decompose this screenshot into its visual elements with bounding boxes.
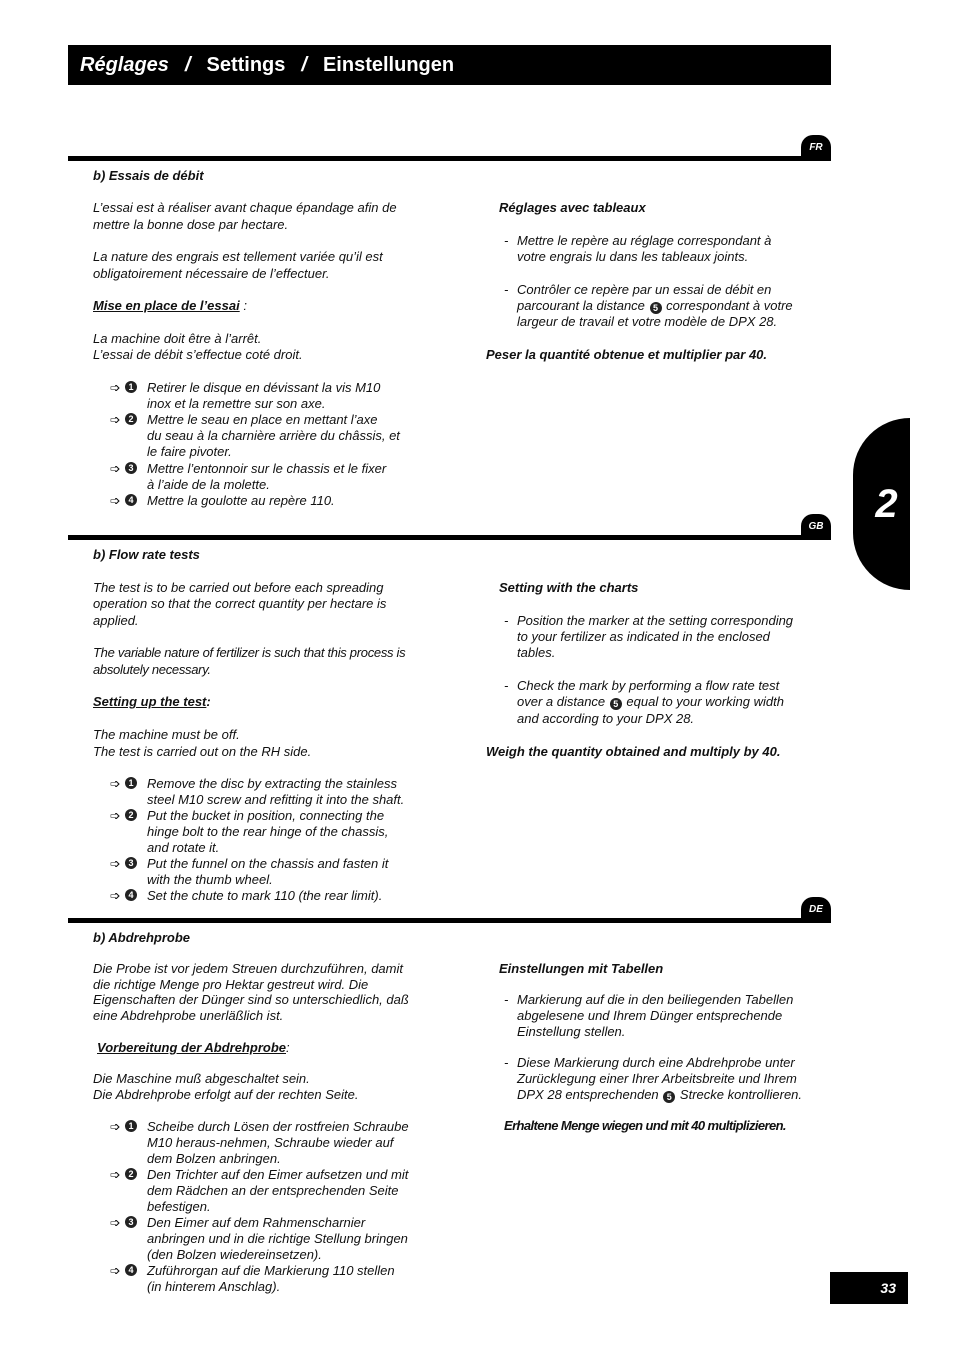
- bullet-dash: -: [504, 1055, 509, 1070]
- fr-step-1-line: inox et la remettre sur son axe.: [147, 396, 326, 411]
- de-charts-title: Einstellungen mit Tabellen: [499, 961, 664, 976]
- gb-charts-line: to your fertilizer as indicated in the enclosed: [517, 629, 770, 644]
- step-number-4-icon: 4: [125, 494, 137, 506]
- gb-condition-line: The test is carried out on the RH side.: [93, 744, 312, 759]
- step-number-3-icon: 3: [125, 857, 137, 869]
- fr-step-1-line: Retirer le disque en dévissant la vis M10: [147, 380, 381, 395]
- fr-intro-line: obligatoirement nécessaire de l’effectuer.: [93, 266, 330, 281]
- gb-charts-title: Setting with the charts: [499, 580, 639, 595]
- step-arrow-icon: ➩: [110, 412, 121, 427]
- de-intro-line: Die Probe ist vor jedem Streuen durchzuführen, damit: [93, 961, 403, 976]
- bullet-dash: -: [504, 233, 509, 248]
- gb-step-1-line: steel M10 screw and refitting it into the shaft.: [147, 792, 405, 807]
- gb-charts-line: [517, 694, 784, 710]
- step-number-1-icon: 1: [125, 777, 137, 789]
- gb-distance-text: equal to your working width: [626, 694, 784, 709]
- section-divider-gb: [68, 535, 831, 540]
- fr-step-3-line: à l’aide de la molette.: [147, 477, 270, 492]
- fr-charts-line: largeur de travail et votre modèle de DPX 28.: [517, 314, 778, 329]
- header-title-en: Settings: [206, 53, 286, 76]
- gb-step-3-line: Put the funnel on the chassis and fasten it: [147, 856, 389, 871]
- fr-step-2-line: Mettre le seau en place en mettant l’axe: [147, 412, 378, 427]
- page-number: 33: [830, 1272, 908, 1304]
- step-arrow-icon: ➩: [110, 1215, 121, 1230]
- gb-charts-line: Check the mark by performing a flow rate test: [517, 678, 780, 693]
- gb-intro-line: The variable nature of fertilizer is such that this process is: [93, 645, 406, 660]
- header-title-de: Einstellungen: [322, 53, 455, 76]
- gb-charts-line: Position the marker at the setting corresponding: [517, 613, 794, 628]
- fr-step-2-line: le faire pivoter.: [147, 444, 232, 459]
- chapter-tab: 2: [853, 418, 910, 590]
- de-heading: b) Abdrehprobe: [93, 930, 191, 945]
- bullet-dash: -: [504, 992, 509, 1007]
- de-charts-line: Zurücklegung einer Ihrer Arbeitsbreite und Ihrem: [517, 1071, 797, 1086]
- de-charts-line: abgelesene und Ihrem Dünger entsprechende: [517, 1008, 783, 1023]
- step-arrow-icon: ➩: [110, 1167, 121, 1182]
- de-step-3-line: (den Bolzen wiedereinsetzen).: [147, 1247, 322, 1262]
- gb-condition-line: The machine must be off.: [93, 727, 240, 742]
- fr-intro-line: L’essai est à réaliser avant chaque épandage afin de: [93, 200, 397, 215]
- step-arrow-icon: ➩: [110, 461, 121, 476]
- gb-intro-line: The test is to be carried out before each spreading: [93, 580, 384, 595]
- page-header-bar: [68, 45, 831, 85]
- gb-step-2-line: Put the bucket in position, connecting the: [147, 808, 385, 823]
- fr-step-2-line: du seau à la charnière arrière du châssis, et: [147, 428, 400, 443]
- step-number-3-icon: 3: [125, 462, 137, 474]
- gb-final-instruction: Weigh the quantity obtained and multiply by 40.: [486, 744, 781, 759]
- fr-distance-text: correspondant à votre: [666, 298, 793, 313]
- de-step-2-line: befestigen.: [147, 1199, 211, 1214]
- gb-charts-line: tables.: [517, 645, 556, 660]
- bullet-dash: -: [504, 678, 509, 693]
- lang-tab-de: DE: [801, 897, 831, 921]
- fr-step-4-line: Mettre la goulotte au repère 110.: [147, 493, 335, 508]
- step-number-4-icon: 4: [125, 889, 137, 901]
- gb-intro-line: absolutely necessary.: [93, 662, 211, 677]
- fr-charts-title: Réglages avec tableaux: [499, 200, 646, 215]
- de-step-1-line: Scheibe durch Lösen der rostfreien Schraube: [147, 1119, 409, 1134]
- fr-charts-line: Contrôler ce repère par un essai de débit en: [517, 282, 772, 297]
- de-setup-suffix: :: [286, 1040, 290, 1055]
- distance-ref-5-icon: 5: [663, 1091, 675, 1103]
- fr-condition-line: La machine doit être à l’arrêt.: [93, 331, 262, 346]
- fr-charts-line: votre engrais lu dans les tableaux joints.: [517, 249, 749, 264]
- fr-intro-line: La nature des engrais est tellement variée qu’il est: [93, 249, 383, 264]
- de-charts-line: [517, 1087, 802, 1103]
- de-step-1-line: dem Bolzen anbringen.: [147, 1151, 281, 1166]
- step-number-1-icon: 1: [125, 381, 137, 393]
- fr-intro-line: mettre la bonne dose par hectare.: [93, 217, 289, 232]
- step-number-2-icon: 2: [125, 1168, 137, 1180]
- fr-condition-line: L’essai de débit s’effectue coté droit.: [93, 347, 303, 362]
- bullet-dash: -: [504, 613, 509, 628]
- step-arrow-icon: ➩: [110, 1119, 121, 1134]
- gb-step-2-line: hinge bolt to the rear hinge of the chassis,: [147, 824, 389, 839]
- gb-step-3-line: with the thumb wheel.: [147, 872, 273, 887]
- de-step-4-line: (in hinterem Anschlag).: [147, 1279, 281, 1294]
- de-step-2-line: dem Rädchen an der entsprechenden Seite: [147, 1183, 399, 1198]
- fr-setup-suffix: :: [239, 298, 247, 313]
- de-condition-line: Die Abdrehprobe erfolgt auf der rechten Seite.: [93, 1087, 359, 1102]
- lang-tab-gb: GB: [801, 514, 831, 538]
- de-setup-title-text: Vorbereitung der Abdrehprobe: [97, 1040, 286, 1055]
- fr-final-instruction: Peser la quantité obtenue et multiplier par 40.: [486, 347, 768, 362]
- de-intro-line: die richtige Menge pro Hektar gestreut wird. Die: [93, 977, 369, 992]
- section-divider-fr: [68, 156, 831, 161]
- de-charts-line: Markierung auf die in den beiliegenden Tabellen: [517, 992, 794, 1007]
- de-condition-line: Die Maschine muß abgeschaltet sein.: [93, 1071, 310, 1086]
- de-step-4-line: Zuführorgan auf die Markierung 110 stellen: [147, 1263, 395, 1278]
- gb-intro-line: applied.: [93, 613, 139, 628]
- lang-tab-fr: FR: [801, 135, 831, 159]
- distance-ref-5-icon: 5: [610, 698, 622, 710]
- fr-distance-text: parcourant la distance: [517, 298, 645, 313]
- de-distance-text: DPX 28 entsprechenden: [517, 1087, 659, 1102]
- fr-setup-title: [93, 298, 247, 314]
- distance-ref-5-icon: 5: [650, 302, 662, 314]
- step-arrow-icon: ➩: [110, 493, 121, 508]
- step-number-1-icon: 1: [125, 1120, 137, 1132]
- step-arrow-icon: ➩: [110, 380, 121, 395]
- de-setup-title: [97, 1040, 290, 1056]
- step-arrow-icon: ➩: [110, 856, 121, 871]
- fr-charts-line: Mettre le repère au réglage correspondant à: [517, 233, 772, 248]
- fr-heading: b) Essais de débit: [93, 168, 204, 183]
- header-separator: /: [184, 53, 191, 76]
- de-intro-line: eine Abdrehprobe unerläßlich ist.: [93, 1008, 284, 1023]
- gb-setup-suffix: :: [206, 694, 211, 709]
- fr-step-3-line: Mettre l’entonnoir sur le chassis et le fixer: [147, 461, 387, 476]
- de-intro-line: Eigenschaften der Dünger sind so unterschiedlich, daß: [93, 992, 409, 1007]
- de-charts-line: Einstellung stellen.: [517, 1024, 626, 1039]
- de-charts-line: Diese Markierung durch eine Abdrehprobe unter: [517, 1055, 795, 1070]
- de-step-2-line: Den Trichter auf den Eimer aufsetzen und mit: [147, 1167, 409, 1182]
- step-arrow-icon: ➩: [110, 776, 121, 791]
- de-step-1-line: M10 heraus-nehmen, Schraube wieder auf: [147, 1135, 394, 1150]
- gb-step-2-line: and rotate it.: [147, 840, 220, 855]
- de-step-3-line: anbringen und in die richtige Stellung bringen: [147, 1231, 408, 1246]
- step-arrow-icon: ➩: [110, 808, 121, 823]
- step-number-2-icon: 2: [125, 413, 137, 425]
- step-number-2-icon: 2: [125, 809, 137, 821]
- gb-setup-title-text: Setting up the test: [93, 694, 207, 709]
- fr-charts-line: [517, 298, 793, 314]
- gb-step-4-line: Set the chute to mark 110 (the rear limit).: [147, 888, 383, 903]
- step-arrow-icon: ➩: [110, 888, 121, 903]
- gb-intro-line: operation so that the correct quantity per hectare is: [93, 596, 387, 611]
- de-distance-text: Strecke kontrollieren.: [679, 1087, 803, 1102]
- bullet-dash: -: [504, 282, 509, 297]
- fr-setup-title-text: Mise en place de l’essai: [93, 298, 240, 313]
- step-number-3-icon: 3: [125, 1216, 137, 1228]
- gb-heading: b) Flow rate tests: [93, 547, 200, 562]
- section-divider-de: [68, 918, 831, 923]
- gb-step-1-line: Remove the disc by extracting the stainless: [147, 776, 398, 791]
- gb-charts-line: and according to your DPX 28.: [517, 711, 695, 726]
- header-title-fr: Réglages: [80, 53, 169, 76]
- de-final-instruction: Erhaltene Menge wiegen und mit 40 multiplizieren.: [504, 1118, 786, 1133]
- gb-setup-title: [93, 694, 211, 710]
- gb-distance-text: over a distance: [517, 694, 606, 709]
- header-separator: /: [301, 53, 307, 76]
- de-step-3-line: Den Eimer auf dem Rahmenscharnier: [147, 1215, 366, 1230]
- step-number-4-icon: 4: [125, 1264, 137, 1276]
- step-arrow-icon: ➩: [110, 1263, 121, 1278]
